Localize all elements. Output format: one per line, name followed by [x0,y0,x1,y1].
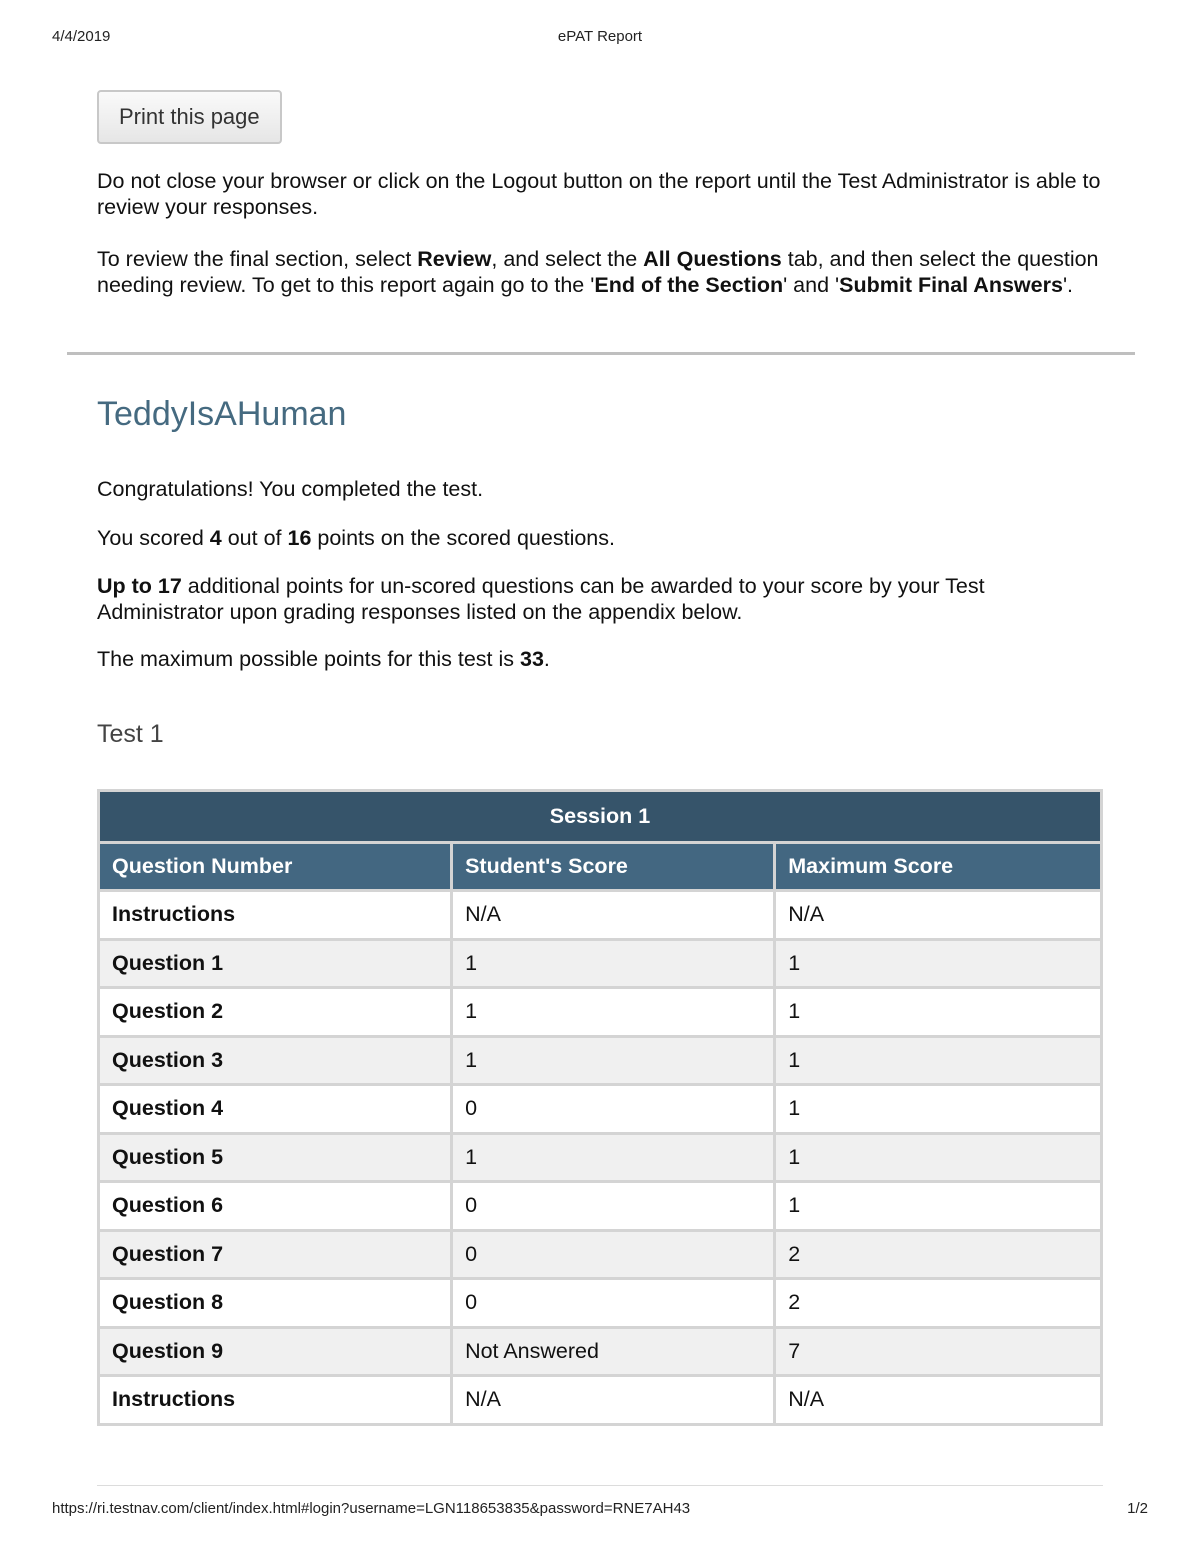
maximum-score-cell: 2 [775,1279,1102,1328]
maximum-score-cell: 1 [775,1085,1102,1134]
print-title: ePAT Report [557,28,643,45]
table-row [99,1230,1102,1279]
column-header-question: Question Number [99,843,452,891]
student-name: TeddyIsAHuman [97,395,347,433]
student-score-cell: 0 [452,1182,775,1231]
question-number-cell: Question 7 [99,1230,452,1279]
section-divider [67,352,1135,355]
maximum-score-cell: 1 [775,939,1102,988]
report-section [97,392,1103,750]
question-number-cell: Question 9 [99,1327,452,1376]
column-header-maximum-score: Maximum Score [775,843,1102,891]
question-number-cell: Instructions [99,891,452,940]
page-url: https://ri.testnav.com/client/index.html#login?username=LGN118653835&password=RNE7AH43 [52,1500,691,1517]
additional-points-note: Up to 17 additional points for un-scored questions can be awarded to your score by your Test Administrator upon grading responses listed on the appendix below. [97,574,985,624]
student-score-cell: 1 [452,1133,775,1182]
maximum-points-note: The maximum possible points for this test is 33. [97,647,550,671]
scores-table [97,789,1103,1426]
question-number-cell: Question 5 [99,1133,452,1182]
student-score-cell: Not Answered [452,1327,775,1376]
table-row [99,939,1102,988]
table-row [99,1279,1102,1328]
maximum-score-cell: N/A [775,1376,1102,1425]
print-footer [52,1500,1148,1520]
bottom-rule [97,1485,1103,1486]
student-score-cell: 1 [452,1036,775,1085]
table-row [99,1133,1102,1182]
question-number-cell: Question 8 [99,1279,452,1328]
maximum-score-cell: 1 [775,988,1102,1037]
print-header [52,28,1148,48]
session-header: Session 1 [99,791,1102,843]
table-row [99,1036,1102,1085]
instructions-section [97,90,1103,298]
table-row [99,1085,1102,1134]
maximum-score-cell: N/A [775,891,1102,940]
table-row [99,988,1102,1037]
table-row [99,891,1102,940]
maximum-score-cell: 1 [775,1182,1102,1231]
question-number-cell: Question 3 [99,1036,452,1085]
question-number-cell: Question 1 [99,939,452,988]
test-heading: Test 1 [97,720,164,748]
student-score-cell: 0 [452,1085,775,1134]
student-score-cell: 0 [452,1279,775,1328]
table-row [99,1327,1102,1376]
maximum-score-cell: 2 [775,1230,1102,1279]
table-row [99,1376,1102,1425]
maximum-score-cell: 1 [775,1036,1102,1085]
question-number-cell: Instructions [99,1376,452,1425]
table-row [99,1182,1102,1231]
page-number: 1/2 [1127,1500,1148,1517]
question-number-cell: Question 4 [99,1085,452,1134]
column-header-row [99,843,1102,891]
maximum-score-cell: 1 [775,1133,1102,1182]
column-header-student-score: Student's Score [452,843,775,891]
logout-warning: Do not close your browser or click on the Logout button on the report until the Test Administrator is able to review your responses. [97,169,1101,219]
student-score-cell: 1 [452,988,775,1037]
student-score-cell: 0 [452,1230,775,1279]
print-page-button[interactable]: Print this page [97,90,282,144]
review-instructions: To review the final section, select Review, and select the All Questions tab, and then select the question needing review. To get to this report again go to the 'End of the Section' and 'Submit Final Answers'. [97,247,1099,297]
score-summary: You scored 4 out of 16 points on the scored questions. [97,526,615,550]
question-number-cell: Question 2 [99,988,452,1037]
session-header-row [99,791,1102,843]
maximum-score-cell: 7 [775,1327,1102,1376]
print-date: 4/4/2019 [52,28,111,45]
student-score-cell: N/A [452,891,775,940]
question-number-cell: Question 6 [99,1182,452,1231]
completion-message: Congratulations! You completed the test. [97,477,484,501]
student-score-cell: N/A [452,1376,775,1425]
student-score-cell: 1 [452,939,775,988]
